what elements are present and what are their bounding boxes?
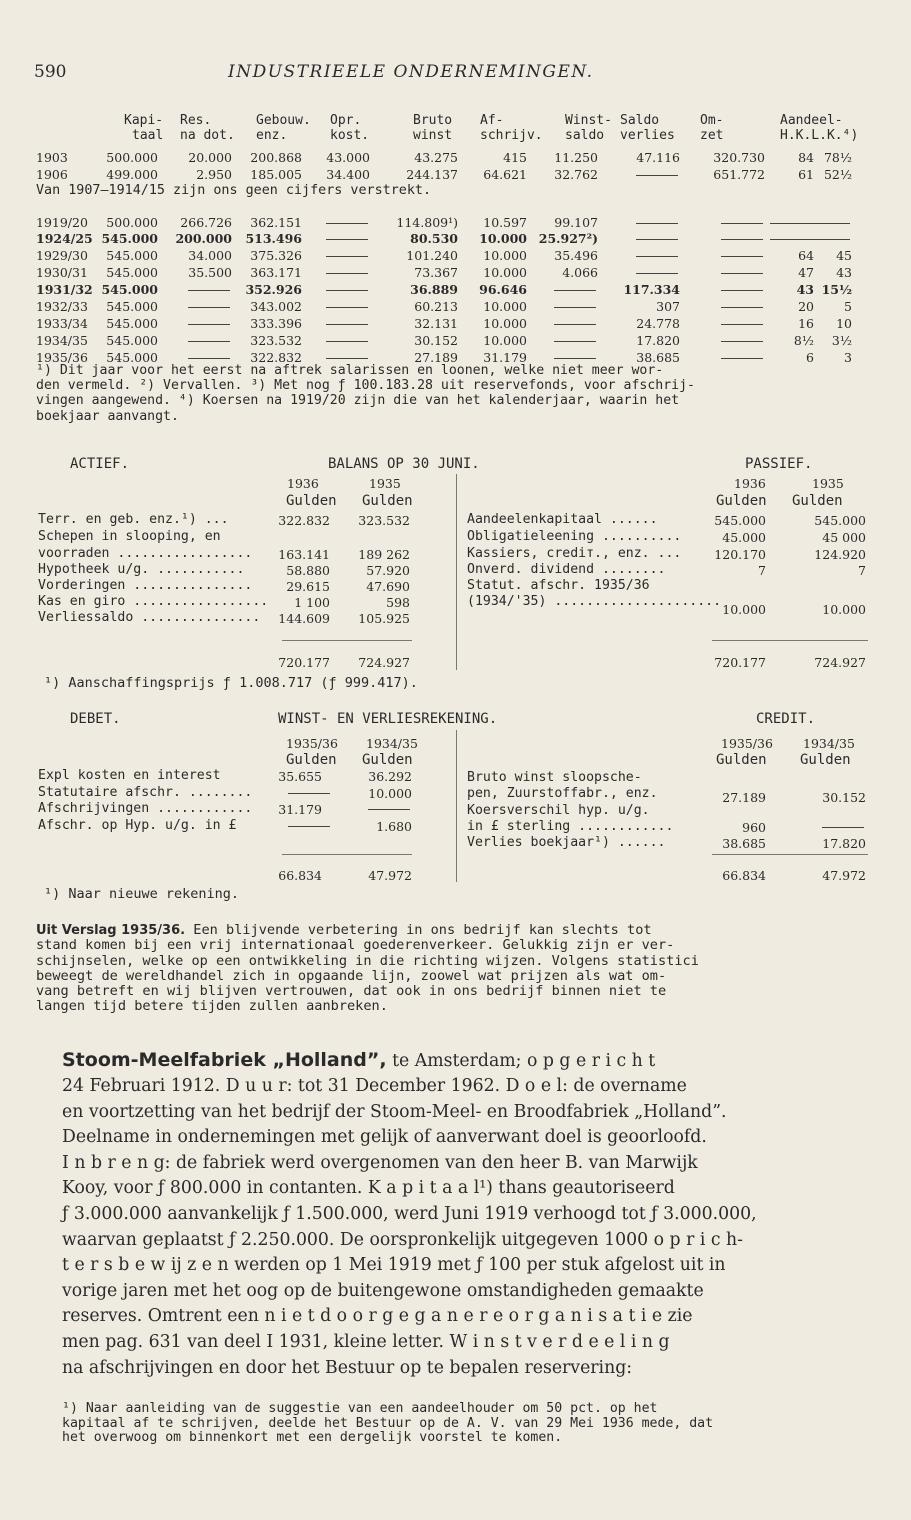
table-cell: 84 <box>798 150 814 165</box>
table-cell: 500.000 <box>106 215 158 230</box>
company-line: waarvan geplaatst ƒ 2.250.000. De oorspronkelijk uitgegeven 1000 o p r i c h- <box>62 1229 743 1250</box>
pl-value: 960 <box>742 820 766 835</box>
table-cell: 200.000 <box>175 231 232 246</box>
row-year: 1903 <box>36 150 68 165</box>
column-header: verlies <box>620 128 675 143</box>
table-cell: 362.151 <box>250 215 302 230</box>
table-cell <box>636 231 678 246</box>
col-year: 1936 <box>734 476 766 491</box>
table-cell <box>326 282 368 297</box>
table-cell: 99.107 <box>554 215 598 230</box>
balance-value: 1 100 <box>294 595 330 610</box>
table-cell: 545.000 <box>106 248 158 263</box>
table-cell: 363.171 <box>250 265 302 280</box>
table-cell: 185.005 <box>250 167 302 182</box>
row-year: 1932/33 <box>36 299 88 314</box>
pl-value: 27.189 <box>722 790 766 805</box>
table-cell <box>326 231 368 246</box>
table-cell: 20 <box>798 299 814 314</box>
table-cell: 61 <box>798 167 814 182</box>
table-cell: 43.275 <box>414 150 458 165</box>
row-year: 1929/30 <box>36 248 88 263</box>
table-cell <box>326 265 368 280</box>
column-header: Om- <box>700 113 724 128</box>
balance-label: Terr. en geb. enz.¹) ... <box>38 512 229 527</box>
balance-label: Kas en giro ................. <box>38 594 269 609</box>
balance-label: Vorderingen ............... <box>38 578 253 593</box>
pl-value <box>288 818 330 833</box>
balance-value: 322.832 <box>278 513 330 528</box>
table-cell: 10.000 <box>479 231 527 246</box>
table-cell <box>721 231 763 246</box>
table-cell: 2.950 <box>196 167 232 182</box>
balance-value: 7 <box>758 563 766 578</box>
balance-label: Verliessaldo ............... <box>38 610 261 625</box>
table-cell: 73.367 <box>414 265 458 280</box>
table-cell: 31.179 <box>483 350 527 365</box>
table-cell: 545.000 <box>101 231 158 246</box>
report-line: vang betreft en wij blijven vertrouwen, dat ook in ons bedrijf binnen niet te <box>36 983 667 1000</box>
table-cell <box>554 316 596 331</box>
col-year: 1935/36 <box>721 736 773 751</box>
table-cell <box>636 215 678 230</box>
pl-label: Afschr. op Hyp. u/g. in £ <box>38 818 237 833</box>
table-cell: 545.000 <box>106 299 158 314</box>
table-cell <box>808 215 850 230</box>
table-cell <box>721 215 763 230</box>
pl-value <box>368 801 410 816</box>
pl-value: 35.655 <box>278 769 322 784</box>
table-cell: 47 <box>798 265 814 280</box>
balance-value: 144.609 <box>278 611 330 626</box>
balance-total: 724.927 <box>358 655 410 670</box>
table-cell <box>554 299 596 314</box>
pl-value: 31.179 <box>278 802 322 817</box>
table-cell: 320.730 <box>713 150 765 165</box>
column-header: Opr. <box>330 113 362 128</box>
column-header: taal <box>132 128 164 143</box>
table-cell: 10.000 <box>483 299 527 314</box>
table-cell: 35.500 <box>188 265 232 280</box>
table-cell: 27.189 <box>414 350 458 365</box>
table-cell <box>770 231 812 246</box>
report-line: Een blijvende verbetering in ons bedrijf kan slechts tot <box>185 922 652 938</box>
table-cell: 60.213 <box>414 299 458 314</box>
pl-total: 47.972 <box>822 868 866 883</box>
table-cell: 117.334 <box>623 282 680 297</box>
pl-total: 66.834 <box>278 868 322 883</box>
col-unit: Gulden <box>800 752 851 768</box>
company-footnote <box>62 1402 713 1446</box>
column-header: Res. <box>180 113 212 128</box>
pl-label: Verlies boekjaar¹) ...... <box>467 835 666 850</box>
table-cell: 333.396 <box>250 316 302 331</box>
pl-value <box>822 819 864 834</box>
row-year: 1919/20 <box>36 215 88 230</box>
table-cell <box>636 167 678 182</box>
report-heading: Uit Verslag 1935/36. <box>36 923 186 938</box>
note-line: den vermeld. ²) Vervallen. ³) Met nog ƒ 100.183.28 uit reservefonds, voor afschrij- <box>36 378 695 394</box>
footnote-line: kapitaal af te schrijven, deelde het Bestuur op de A. V. van 29 Mei 1936 mede, dat <box>62 1415 714 1431</box>
rule <box>712 640 868 641</box>
col-unit: Gulden <box>716 752 767 768</box>
footnote-line: het overwoog om binnenkort met een dergelijk voorstel te komen. <box>62 1430 563 1445</box>
company-line: 24 Februari 1912. D u u r: tot 31 December 1962. D o e l: de overname <box>62 1076 687 1096</box>
table-cell: 352.926 <box>245 282 302 297</box>
table-cell: 307 <box>656 299 680 314</box>
table-cell: 45 <box>836 248 852 263</box>
table-cell: 43 <box>836 265 852 280</box>
balance-total: 724.927 <box>814 655 866 670</box>
balance-label: Hypotheek u/g. ........... <box>38 562 245 577</box>
report-line: beweegt de wereldhandel zich in opgaande lijn, zoowel wat prijzen als wat om- <box>36 967 667 984</box>
row-year: 1933/34 <box>36 316 88 331</box>
table-cell: 8½ <box>793 333 814 348</box>
column-header: Af- <box>480 113 504 128</box>
balance-value: 57.920 <box>366 563 410 578</box>
row-year: 1935/36 <box>36 350 88 365</box>
page-number: 590 <box>34 62 67 82</box>
table-cell: 43 <box>796 282 814 297</box>
pl-left-title: DEBET. <box>70 711 121 727</box>
column-header: winst <box>413 128 453 143</box>
pl-value: 10.000 <box>368 786 412 801</box>
balance-value: 7 <box>858 563 866 578</box>
company-entry <box>62 1048 655 1075</box>
table-cell: 47.116 <box>636 150 680 165</box>
pl-divider <box>456 730 457 882</box>
table-cell: 10.000 <box>483 248 527 263</box>
table-cell: 114.809¹) <box>396 215 458 230</box>
col-unit: Gulden <box>286 752 337 768</box>
balance-label: Kassiers, crediт., enz. ... <box>467 546 682 561</box>
table-cell: 3½ <box>831 333 852 348</box>
table-cell: 16 <box>798 316 814 331</box>
table-cell: 43.000 <box>326 150 370 165</box>
company-body <box>62 1074 757 1381</box>
company-line: te Amsterdam; o p g e r i c h t <box>386 1051 656 1071</box>
table-cell <box>326 248 368 263</box>
balance-total: 720.177 <box>278 655 330 670</box>
col-year: 1935 <box>812 476 844 491</box>
report-line: schijnselen, welke op een ontwikkeling in die richting wijzen. Volgens statistici <box>36 952 699 969</box>
pl-label: Statutaire afschr. ........ <box>38 785 253 800</box>
table-cell: 64 <box>798 248 814 263</box>
column-header: kost. <box>330 128 370 143</box>
col-year: 1934/35 <box>366 736 418 751</box>
col-year: 1935/36 <box>286 736 338 751</box>
pl-value <box>288 785 330 800</box>
balance-value: 10.000 <box>722 602 766 617</box>
column-header: Bruto <box>413 113 453 128</box>
balance-value: 58.880 <box>286 563 330 578</box>
note-line: vingen aangewend. ⁴) Koersen na 1919/20 zijn die van het kalenderjaar, waarin het <box>36 393 680 409</box>
table-cell: 10.000 <box>483 316 527 331</box>
pl-value: 17.820 <box>822 836 866 851</box>
table-cell <box>554 282 596 297</box>
col-year: 1935 <box>369 476 401 491</box>
table-cell: 30.152 <box>414 333 458 348</box>
company-line: ƒ 3.000.000 aanvankelijk ƒ 1.500.000, werd Juni 1919 verhoogd tot ƒ 3.000.000, <box>62 1203 757 1224</box>
balance-label: Aandeelenkapitaal ...... <box>467 512 658 527</box>
table-cell: 545.000 <box>106 265 158 280</box>
table-cell: 513.496 <box>245 231 302 246</box>
interrupt-line: Van 1907—1914/15 zijn ons geen cijfers verstrekt. <box>36 183 432 198</box>
company-line: vorige jaren met het oog op de buitengewone omstandigheden gemaakte <box>62 1280 704 1301</box>
pl-label: Expl kosten en interest <box>38 768 221 783</box>
column-header: H.K.L.K.⁴) <box>780 128 859 143</box>
company-line: t e r s b e w ij z e n werden op 1 Mei 1919 met ƒ 100 per stuk afgelost uit in <box>62 1255 726 1276</box>
row-year: 1931/32 <box>36 282 93 297</box>
col-unit: Gulden <box>716 493 767 509</box>
table-cell: 15½ <box>821 282 852 297</box>
balance-label: Onverd. dividend ........ <box>467 562 666 577</box>
pl-label: Bruto winst sloopsche- <box>467 770 642 785</box>
table-cell: 32.762 <box>554 167 598 182</box>
table-cell: 4.066 <box>562 265 598 280</box>
table-cell: 34.400 <box>326 167 370 182</box>
row-year: 1924/25 <box>36 231 93 246</box>
table-cell: 545.000 <box>106 350 158 365</box>
table-cell: 200.868 <box>250 150 302 165</box>
table-cell: 36.889 <box>410 282 458 297</box>
table-cell <box>770 215 812 230</box>
col-year: 1934/35 <box>803 736 855 751</box>
balance-value: 124.920 <box>814 547 866 562</box>
table-notes <box>36 363 695 424</box>
rule <box>712 854 868 855</box>
report-line: langen tijd betere tijden zullen aanbreken. <box>36 998 388 1015</box>
balance-left-title: ACTIEF. <box>70 456 130 472</box>
table-cell: 17.820 <box>636 333 680 348</box>
table-cell: 10.597 <box>483 215 527 230</box>
table-cell: 11.250 <box>554 150 598 165</box>
table-cell: 10.000 <box>483 333 527 348</box>
balance-footnote: ¹) Aanschaffingsprijs ƒ 1.008.717 (ƒ 999.417). <box>44 675 418 691</box>
balance-divider <box>456 474 457 670</box>
balance-label: Obligatieleening .......... <box>467 529 682 544</box>
column-header: Saldo <box>620 113 660 128</box>
table-cell: 6 <box>806 350 814 365</box>
table-cell <box>554 333 596 348</box>
balance-label: Schepen in slooping, en <box>38 529 221 544</box>
table-cell: 3 <box>844 350 852 365</box>
table-cell: 500.000 <box>106 150 158 165</box>
table-cell: 80.530 <box>410 231 458 246</box>
table-cell: 499.000 <box>106 167 158 182</box>
column-header: Winst- <box>565 113 612 128</box>
balance-title: BALANS OP 30 JUNI. <box>328 456 480 472</box>
column-header: saldo <box>565 128 605 143</box>
balance-label: voorraden ................. <box>38 546 253 561</box>
table-cell <box>326 215 368 230</box>
report-line: stand komen bij een vrij internationaal goederenverkeer. Gelukkig zijn er ver- <box>36 937 675 954</box>
company-line: Kooy, voor ƒ 800.000 in contanten. K a p i t a a l¹) thans geautoriseerd <box>62 1178 675 1199</box>
table-cell: 96.646 <box>479 282 527 297</box>
balance-value: 323.532 <box>358 513 410 528</box>
table-cell: 101.240 <box>406 248 458 263</box>
table-cell: 35.496 <box>554 248 598 263</box>
pl-label: Afschrijvingen ............ <box>38 801 253 816</box>
table-cell <box>326 333 368 348</box>
balance-value: 29.615 <box>286 579 330 594</box>
pl-total: 66.834 <box>722 868 766 883</box>
balance-value: 598 <box>386 595 410 610</box>
balance-value: 47.690 <box>366 579 410 594</box>
balance-right-title: PASSIEF. <box>745 456 813 472</box>
pl-value: 38.685 <box>722 836 766 851</box>
balance-value: 545.000 <box>814 513 866 528</box>
column-header: schrijv. <box>480 128 543 143</box>
balance-value: 189 262 <box>358 547 410 562</box>
col-unit: Gulden <box>362 493 413 509</box>
balance-value: 45.000 <box>722 530 766 545</box>
balance-total: 720.177 <box>714 655 766 670</box>
col-unit: Gulden <box>286 493 337 509</box>
table-cell: 322.832 <box>250 350 302 365</box>
note-line: boekjaar aanvangt. <box>36 408 179 424</box>
column-header: Kapi- <box>124 113 164 128</box>
balance-value: 105.925 <box>358 611 410 626</box>
table-cell: 266.726 <box>180 215 232 230</box>
pl-value: 30.152 <box>822 790 866 805</box>
balance-value: 163.141 <box>278 547 330 562</box>
column-header: Gebouw. <box>256 113 311 128</box>
table-cell: 415 <box>503 150 527 165</box>
col-unit: Gulden <box>792 493 843 509</box>
column-header: na dot. <box>180 128 235 143</box>
balance-value: 120.170 <box>714 547 766 562</box>
page-title: INDUSTRIEELE ONDERNEMINGEN. <box>228 62 594 82</box>
table-cell: 24.778 <box>636 316 680 331</box>
table-cell: 5 <box>844 299 852 314</box>
table-cell: 545.000 <box>106 333 158 348</box>
pl-value: 1.680 <box>376 819 412 834</box>
table-cell: 20.000 <box>188 150 232 165</box>
column-header: enz. <box>256 128 288 143</box>
table-cell: 52½ <box>823 167 852 182</box>
balance-value: 545.000 <box>714 513 766 528</box>
table-cell: 343.002 <box>250 299 302 314</box>
table-cell: 32.131 <box>414 316 458 331</box>
balance-label: (1934/'35) ..................... <box>467 594 722 609</box>
report <box>36 923 699 1015</box>
row-year: 1906 <box>36 167 68 182</box>
table-cell: 323.532 <box>250 333 302 348</box>
table-cell: 10 <box>836 316 852 331</box>
company-line: men pag. 631 van deel I 1931, kleine letter. W i n s t v e r d e e l i n g <box>62 1331 670 1352</box>
company-name: Stoom-Meelfabriek „Holland”, <box>62 1049 387 1071</box>
pl-total: 47.972 <box>368 868 412 883</box>
company-line: en voortzetting van het bedrijf der Stoom-Meel- en Broodfabriek „Holland”. <box>62 1101 727 1122</box>
pl-label: Koersverschil hyp. u/g. <box>467 803 650 818</box>
pl-value: 36.292 <box>368 769 412 784</box>
rule <box>282 854 412 855</box>
table-cell: 545.000 <box>106 316 158 331</box>
table-cell: 10.000 <box>483 265 527 280</box>
pl-label: in £ sterling ............ <box>467 819 674 834</box>
table-cell: 78½ <box>823 150 852 165</box>
rule <box>282 640 412 641</box>
table-cell: 244.137 <box>406 167 458 182</box>
column-header: zet <box>700 128 724 143</box>
balance-value: 45 000 <box>822 530 866 545</box>
company-line: I n b r e n g: de fabriek werd overgenomen van den heer B. van Marwijk <box>62 1152 698 1173</box>
pl-title: WINST- EN VERLIESREKENING. <box>278 711 498 727</box>
column-header: Aandeel- <box>780 113 843 128</box>
table-cell <box>636 265 678 280</box>
table-cell <box>326 299 368 314</box>
table-cell: 34.000 <box>188 248 232 263</box>
company-line: Deelname in ondernemingen met gelijk of aanverwant doel is geoorloofd. <box>62 1127 707 1148</box>
footnote-line: ¹) Naar aanleiding van de suggestie van een aandeelhouder om 50 pct. op het <box>62 1401 658 1416</box>
table-cell: 375.326 <box>250 248 302 263</box>
table-cell <box>326 316 368 331</box>
table-cell: 545.000 <box>101 282 158 297</box>
table-cell: 651.772 <box>713 167 765 182</box>
table-cell <box>808 231 850 246</box>
company-line: na afschrijvingen en door het Bestuur op te bepalen reservering: <box>62 1357 633 1378</box>
pl-footnote: ¹) Naar nieuwe rekening. <box>44 886 240 902</box>
pl-right-title: CREDIT. <box>756 711 816 727</box>
row-year: 1930/31 <box>36 265 88 280</box>
balance-label: Statut. afschr. 1935/36 <box>467 578 650 593</box>
row-year: 1934/35 <box>36 333 88 348</box>
col-unit: Gulden <box>362 752 413 768</box>
company-line: reserves. Omtrent een n i e t d o o r g e g a n e r e o r g a n i s a t i e zie <box>62 1306 693 1327</box>
col-year: 1936 <box>287 476 319 491</box>
pl-label: pen, Zuurstoffabr., enz. <box>467 786 658 801</box>
table-cell: 64.621 <box>483 167 527 182</box>
balance-value: 10.000 <box>822 602 866 617</box>
note-line: ¹) Dit jaar voor het eerst na aftrek salarissen en loonen, welke niet meer wor- <box>36 363 664 378</box>
table-cell <box>636 248 678 263</box>
table-cell: 25.927²) <box>538 231 598 246</box>
table-cell: 38.685 <box>636 350 680 365</box>
